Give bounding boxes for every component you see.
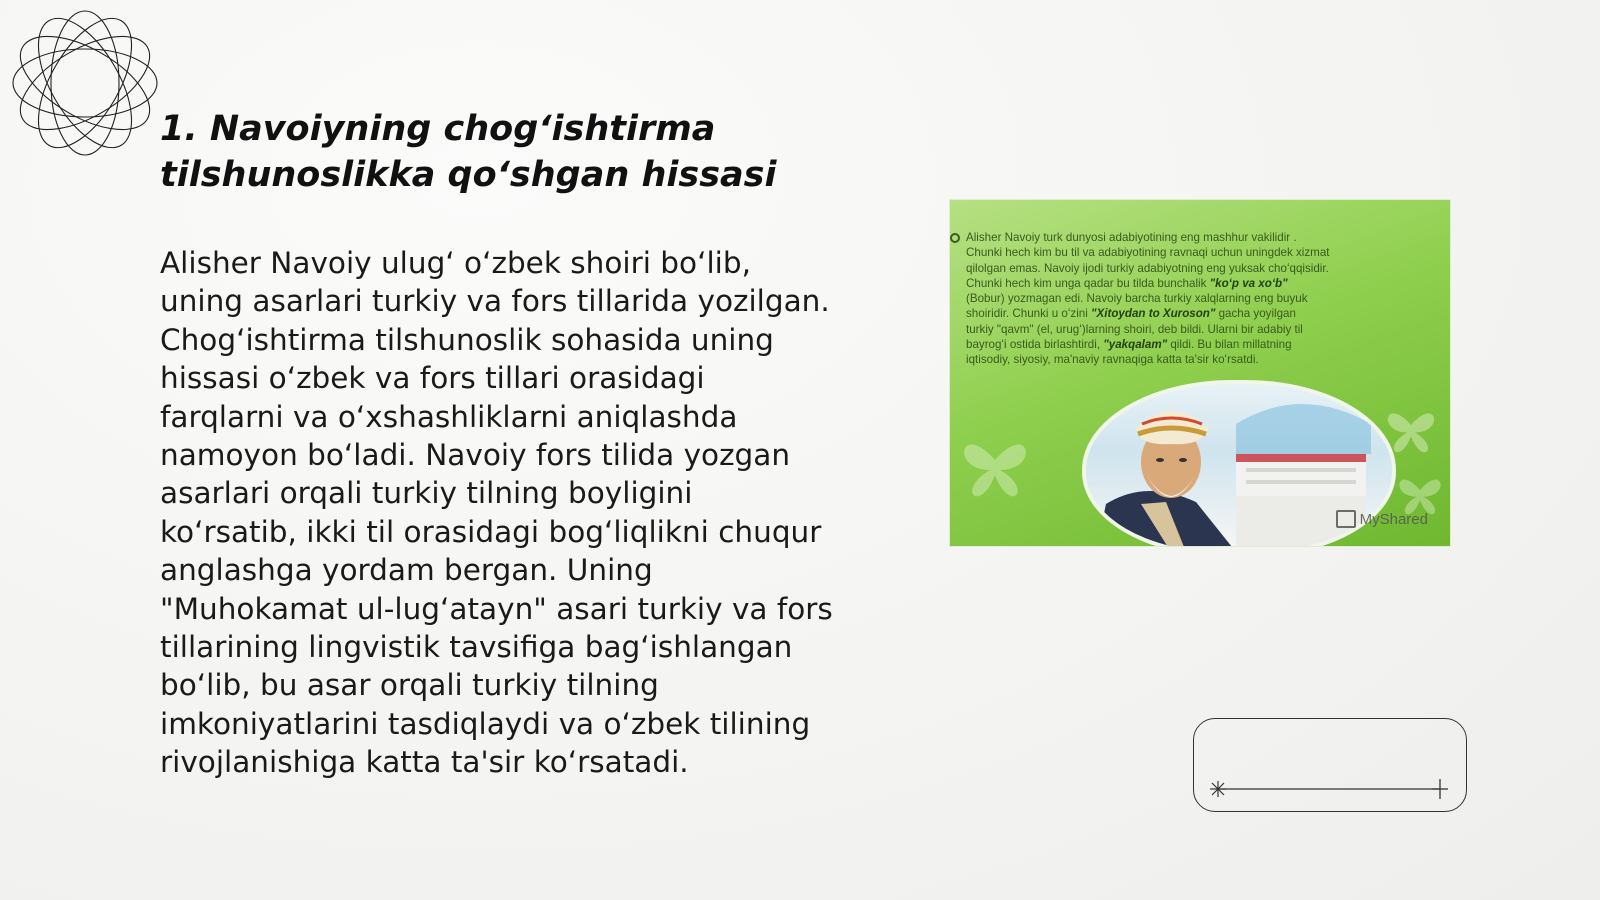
slide-title-line-2: tilshunoslikka qoʻshgan hissasi: [160, 155, 777, 195]
caption-line: Chunki hech kim unga qadar bu tilda bunchalik "koʻp va xoʻb": [966, 276, 1288, 290]
decorative-orbit-rings: [10, 8, 160, 158]
caption-line: Chunki hech kim bu til va adabiyotining ravnaqi uchun uningdek xizmat: [966, 246, 1330, 260]
bullet-icon: [950, 233, 960, 243]
presentation-icon: [1336, 510, 1356, 528]
caption-emphasis: "yakqalam": [1103, 338, 1168, 352]
body-paragraph: [160, 244, 860, 782]
body-line: "Muhokamat ul-lugʻatayn" asari turkiy va fors: [160, 591, 833, 626]
watermark-label: MyShared: [1359, 510, 1428, 528]
caption-line: turkiy "qavm" (el, urugʻ)larning shoiri, deb bildi. Ularni bir adabiy til: [966, 322, 1303, 336]
caption-emphasis: "Xitoydan to Xuroson": [1091, 307, 1216, 321]
body-line: uning asarlari turkiy va fors tillarida yozilgan.: [160, 284, 830, 319]
body-line: rivojlanishiga katta ta'sir koʻrsatadi.: [160, 745, 689, 780]
slide-caption-text: [966, 230, 1438, 368]
body-line: imkoniyatlarini tasdiqlaydi va oʻzbek tilining: [160, 706, 811, 741]
body-line: namoyon boʻladi. Navoiy fors tilida yozgan: [160, 438, 791, 473]
body-line: farqlarni va oʻxshashliklarni aniqlashda: [160, 399, 738, 434]
body-line: koʻrsatib, ikki til orasidagi bogʻliqlikni chuqur: [160, 514, 822, 549]
decorative-frame: [1193, 718, 1467, 812]
caption-line: bayrogʻi ostida birlashtirdi, "yakqalam" qildi. Bu bilan millatning: [966, 338, 1292, 352]
body-line: tillarining lingvistik tavsifiga bagʻishlangan: [160, 630, 793, 665]
caption-emphasis: "koʻp va xoʻb": [1209, 276, 1288, 290]
caption-line: iqtisodiy, siyosiy, ma'naviy ravnaqiga katta ta'sir koʻrsatdi.: [966, 353, 1259, 367]
slide-title-line-1: 1. Navoiyning chogʻishtirma: [160, 109, 716, 149]
slide-title: [160, 106, 880, 198]
decorative-star-line: [1194, 719, 1466, 811]
caption-line: (Bobur) yozmagan edi. Navoiy barcha turkiy xalqlarning eng buyuk: [966, 292, 1308, 306]
body-line: Chogʻishtirma tilshunoslik sohasida uning: [160, 322, 774, 357]
caption-line: shoiridir. Chunki u oʻzini "Xitoydan to Xuroson" gacha yoyilgan: [966, 307, 1296, 321]
body-line: Alisher Navoiy ulugʻ oʻzbek shoiri boʻlib,: [160, 246, 751, 280]
watermark: [1336, 510, 1428, 528]
body-line: asarlari orqali turkiy tilning boyligini: [160, 476, 693, 511]
body-line: boʻlib, bu asar orqali turkiy tilning: [160, 668, 659, 703]
caption-line: Alisher Navoiy turk dunyosi adabiyotining eng mashhur vakilidir .: [966, 231, 1297, 244]
caption-line: qilolgan emas. Navoiy ijodi turkiy adabiyotning eng yuksak choʻqqisidir.: [966, 261, 1329, 275]
navoiy-slide-image: [950, 200, 1450, 546]
body-line: anglashga yordam bergan. Uning: [160, 553, 653, 588]
butterfly-decoration: [950, 400, 1040, 520]
body-line: hissasi oʻzbek va fors tillari orasidagi: [160, 361, 705, 396]
